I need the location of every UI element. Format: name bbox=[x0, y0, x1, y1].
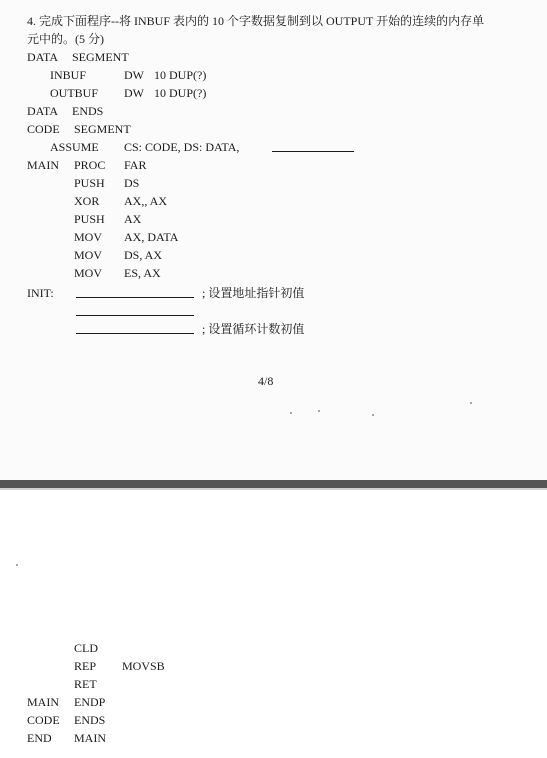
code-op: ENDS bbox=[74, 713, 106, 727]
code-label: ASSUME bbox=[50, 140, 99, 154]
code-op: RET bbox=[74, 677, 97, 691]
code-op: ENDS bbox=[72, 104, 104, 118]
scan-speck bbox=[318, 410, 320, 412]
answer-blank-init-2[interactable] bbox=[76, 315, 194, 316]
code-label: CODE bbox=[27, 713, 60, 727]
code-op: MOV bbox=[74, 248, 103, 262]
scan-speck bbox=[16, 564, 18, 566]
scan-speck bbox=[290, 412, 292, 414]
code-label: CODE bbox=[27, 122, 60, 136]
code-op: MAIN bbox=[74, 731, 106, 745]
answer-blank-init-3[interactable] bbox=[76, 333, 194, 334]
code-op: XOR bbox=[74, 194, 100, 208]
question-line-1: 4. 完成下面程序--将 INBUF 表内的 10 个字数据复制到以 OUTPUT 开始的连续的内存单 bbox=[27, 14, 485, 28]
comment-loop: ; 设置循环计数初值 bbox=[202, 322, 305, 336]
code-args: DS bbox=[124, 176, 140, 190]
code-label: MAIN bbox=[27, 158, 59, 172]
code-label: DATA bbox=[27, 50, 59, 64]
code-args: ES, AX bbox=[124, 266, 161, 280]
code-op: ENDP bbox=[74, 695, 106, 709]
code-op: MOV bbox=[74, 266, 103, 280]
code-args: AX bbox=[124, 212, 142, 226]
code-args: DS, AX bbox=[124, 248, 163, 262]
code-label: DATA bbox=[27, 104, 59, 118]
comment-init: ; 设置地址指针初值 bbox=[202, 286, 305, 300]
code-op: PROC bbox=[74, 158, 106, 172]
code-op: SEGMENT bbox=[72, 50, 129, 64]
code-op: MOV bbox=[74, 230, 103, 244]
code-op: CS: CODE, DS: DATA, bbox=[124, 140, 240, 154]
code-op: REP bbox=[74, 659, 97, 673]
answer-blank-assume[interactable] bbox=[272, 151, 354, 152]
code-op: CLD bbox=[74, 641, 98, 655]
code-args: 10 DUP(?) bbox=[154, 68, 207, 82]
code-label: MAIN bbox=[27, 695, 59, 709]
page-lower bbox=[0, 490, 547, 758]
code-args: 10 DUP(?) bbox=[154, 86, 207, 100]
page-number: 4/8 bbox=[258, 374, 274, 388]
code-label: INBUF bbox=[50, 68, 87, 82]
code-op: PUSH bbox=[74, 176, 105, 190]
code-op: DW bbox=[124, 68, 144, 82]
question-line-2: 元中的。(5 分) bbox=[27, 32, 104, 46]
code-args: MOVSB bbox=[122, 659, 165, 673]
code-op: SEGMENT bbox=[74, 122, 131, 136]
code-op: DW bbox=[124, 86, 144, 100]
code-op: PUSH bbox=[74, 212, 105, 226]
scan-speck bbox=[470, 402, 472, 404]
code-label-init: INIT: bbox=[27, 286, 54, 300]
code-args: AX,, AX bbox=[124, 194, 168, 208]
page-divider bbox=[0, 480, 547, 488]
code-label: END bbox=[27, 731, 52, 745]
code-label: OUTBUF bbox=[50, 86, 99, 100]
code-args: AX, DATA bbox=[124, 230, 179, 244]
scan-speck bbox=[372, 414, 374, 416]
code-args: FAR bbox=[124, 158, 147, 172]
answer-blank-init-1[interactable] bbox=[76, 297, 194, 298]
